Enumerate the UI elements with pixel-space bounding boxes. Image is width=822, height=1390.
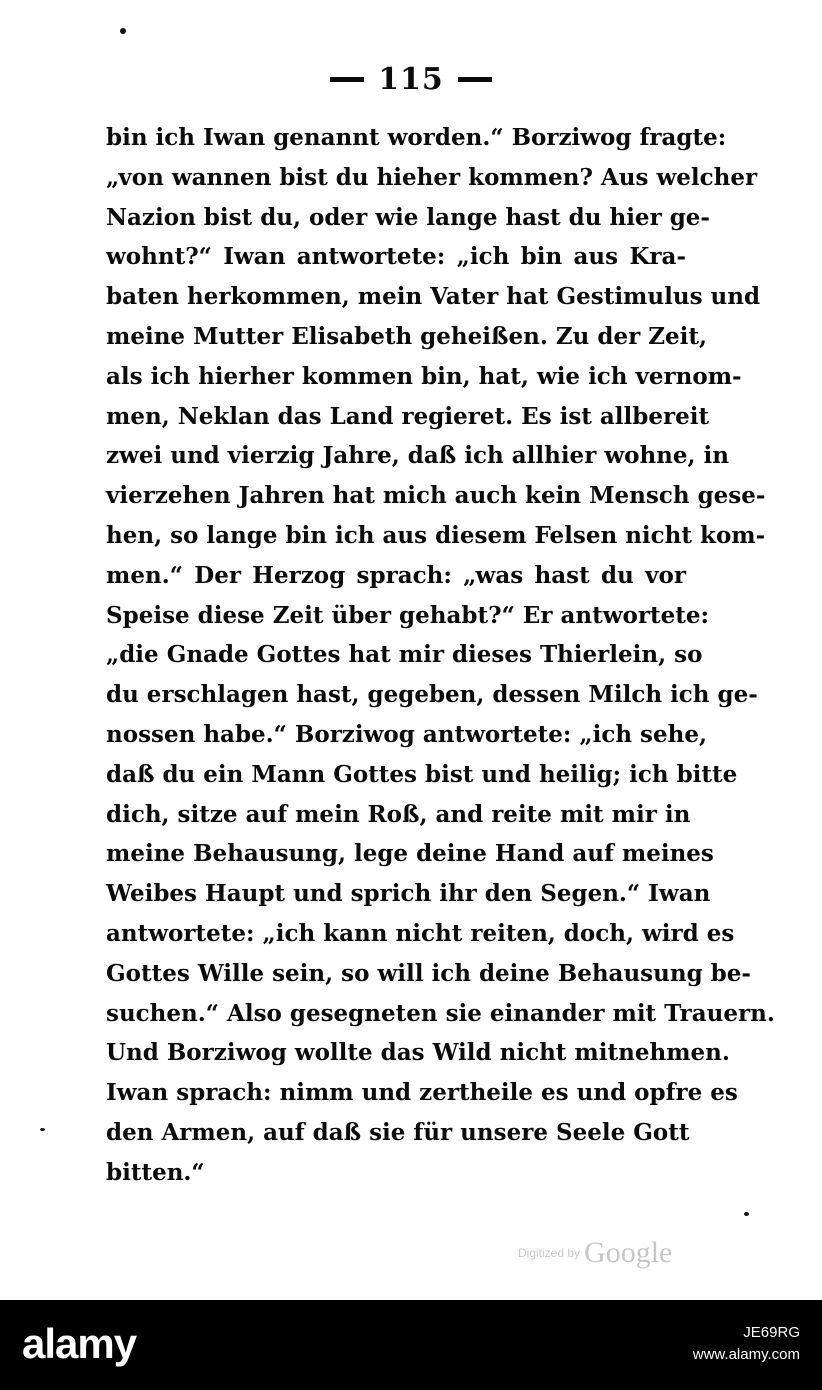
body-text — [106, 118, 775, 1193]
page-number: 115 — [378, 62, 444, 97]
text-line: antwortete: „ich kann nicht reiten, doch, wird es — [106, 919, 735, 947]
stock-image-info — [693, 1322, 800, 1366]
text-line: Und Borziwog wollte das Wild nicht mitnehmen. — [106, 1039, 730, 1067]
text-line: meine Behausung, lege deine Hand auf meines — [106, 840, 714, 868]
header-dash-left — [330, 77, 364, 82]
stock-footer-bar — [0, 1300, 822, 1390]
ink-speck — [744, 1212, 749, 1216]
text-line: men.“ Der Herzog sprach: „was hast du vor — [106, 561, 686, 589]
text-line: men, Neklan das Land regieret. Es ist allbereit — [106, 402, 710, 430]
google-logo: Google — [584, 1236, 673, 1269]
text-line: bin ich Iwan genannt worden.“ Borziwog fragte: — [106, 124, 727, 151]
text-line: suchen.“ Also gesegneten sie einander mit Trauern. — [106, 999, 775, 1027]
text-line: zwei und vierzig Jahre, daß ich allhier wohne, in — [106, 442, 730, 470]
text-line: wohnt?“ Iwan antwortete: „ich bin aus Kra- — [106, 243, 686, 271]
text-line: dich, sitze auf mein Roß, and reite mit mir in — [106, 800, 691, 828]
text-line: Weibes Haupt und sprich ihr den Segen.“ Iwan — [106, 880, 711, 908]
text-line: vierzehen Jahren hat mich auch kein Mensch gese- — [106, 482, 766, 510]
text-line: meine Mutter Elisabeth geheißen. Zu der Zeit, — [106, 322, 707, 350]
stock-image-id: JE69RG — [743, 1324, 800, 1341]
text-line: den Armen, auf daß sie für unsere Seele Gott — [106, 1118, 690, 1146]
text-line: Iwan sprach: nimm und zertheile es und opfre es — [106, 1079, 738, 1107]
text-line: du erschlagen hast, gegeben, dessen Milch ich ge- — [106, 681, 758, 709]
watermark-prefix: Digitized by — [518, 1246, 581, 1260]
text-line: bitten.“ — [106, 1158, 205, 1186]
ink-speck — [120, 28, 126, 34]
text-line: Gottes Wille sein, so will ich deine Behausung be- — [106, 959, 751, 987]
text-line: als ich hierher kommen bin, hat, wie ich vernom- — [106, 362, 742, 390]
stock-url: www.alamy.com — [692, 1346, 800, 1363]
ink-speck — [40, 1128, 45, 1131]
header-dash-right — [458, 77, 492, 82]
digitized-watermark — [518, 1236, 672, 1270]
text-line: Speise diese Zeit über gehabt?“ Er antwortete: — [106, 601, 709, 629]
text-line: hen, so lange bin ich aus diesem Felsen nicht kom- — [106, 521, 766, 549]
text-line: „die Gnade Gottes hat mir dieses Thierlein, so — [106, 641, 703, 669]
text-line: baten herkommen, mein Vater hat Gestimulus und — [106, 283, 761, 311]
page-header — [0, 62, 822, 97]
text-line: nossen habe.“ Borziwog antwortete: „ich sehe, — [106, 720, 707, 748]
alamy-logo: alamy — [22, 1320, 137, 1367]
text-line: Nazion bist du, oder wie lange hast du hier ge- — [106, 203, 710, 231]
text-line: daß du ein Mann Gottes bist und heilig; ich bitte — [106, 760, 738, 788]
text-line: „von wannen bist du hieher kommen? Aus welcher — [106, 163, 758, 191]
